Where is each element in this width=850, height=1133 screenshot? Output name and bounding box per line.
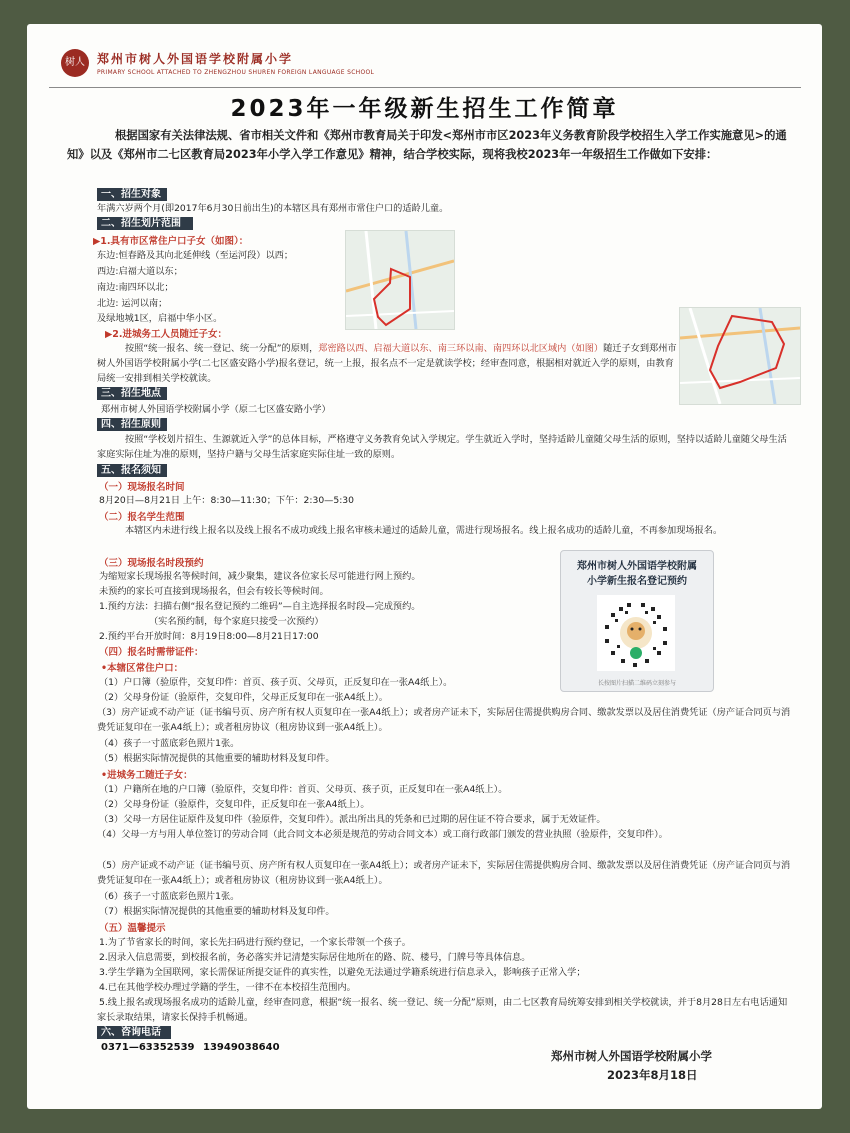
school-logo: 树人 bbox=[61, 49, 89, 77]
district-map-1 bbox=[345, 230, 455, 330]
section-2-boundary-2: 西边:启福大道以东； bbox=[97, 266, 183, 277]
tip-1: 1.为了节省家长的时间，家长先扫码进行预约登记，一个家长带领一个孩子。 bbox=[99, 937, 411, 948]
tip-2: 2.因录入信息需要，到校报名前，务必落实并记清楚实际居住地所在的路、院、楼号，门牌号等具体信息。 bbox=[99, 952, 531, 963]
booking-line-4: （实名预约制，每个家庭只接受一次预约） bbox=[149, 616, 324, 627]
section-5-sub-3: （三）现场报名时段预约 bbox=[99, 558, 204, 569]
docs-g1-item-4: （4）孩子一寸蓝底彩色照片1张。 bbox=[99, 738, 240, 749]
qr-instruction: 长按图片扫描二维码立刻参与 bbox=[597, 680, 676, 687]
section-heading-4: 四、招生原则 bbox=[97, 418, 167, 431]
docs-g1-item-3: （3）房产证或不动产证（证书编号页、房产所有权人页复印在一张A4纸上）；或者房产证未下，实际居住需提供购房合同、缴款发票以及居住消费凭证（房产证合同页与消费凭证复印在一张A4纸上）；或者租房协议（租房协议到一张A4纸上）。 bbox=[97, 707, 791, 733]
booking-line-3: 1.预约方法：扫描右侧“报名登记预约二维码”—自主选择报名时段—完成预约。 bbox=[99, 601, 421, 612]
tip-4: 4.已在其他学校办理过学籍的学生，一律不在本校招生范围内。 bbox=[99, 982, 356, 993]
qr-title-line-1: 郑州市树人外国语学校附属 bbox=[577, 561, 697, 572]
docs-g1-item-2: （2）父母身份证（验原件，交复印件，父母正反复印在一张A4纸上）。 bbox=[99, 692, 388, 703]
school-name-header: 郑州市树人外国语学校附属小学 bbox=[97, 52, 294, 66]
section-heading-6: 六、咨询电话 bbox=[97, 1026, 171, 1039]
docs-g2-item-4: （4）父母一方与用人单位签订的劳动合同（此合同文本必须是规范的劳动合同文本）或工商行政部门颁发的营业执照（验原件，交复印件）。 bbox=[97, 829, 668, 840]
docs-g2-item-3: （3）父母一方居住证原件及复印件（验原件，交复印件）。派出所出具的凭条和已过期的居住证不符合要求，属于无效证件。 bbox=[99, 814, 606, 825]
section-2-boundary-1: 东边:恒春路及其向北延伸线（至运河段）以西； bbox=[97, 250, 294, 261]
section-4-text: 按照“学校划片招生、生源就近入学”的总体目标，严格遵守义务教育免试入学规定。学生就近入学时，坚持适龄儿童随父母生活的原则，坚持以适龄儿童随父母生活家庭实际住址为准的原则，坚持户籍与父母生活家庭实际住址一致的原则。 bbox=[97, 434, 787, 460]
booking-line-2: 未预约的家长可直接到现场报名，但会有较长等候时间。 bbox=[99, 586, 329, 597]
section-2-para-region: 郑密路以西、启福大道以东、南三环以南、南四环以北区域内（如图） bbox=[318, 343, 604, 354]
docs-g2-item-5: （5）房产证或不动产证（证书编号页、房产所有权人页复印在一张A4纸上）；或者房产证未下，实际居住需提供购房合同、缴款发票以及居住消费凭证（房产证合同页与消费凭证复印在一张A4纸上）；或者租房协议（租房协议到一张A4纸上）。 bbox=[97, 860, 791, 886]
phone-mobile[interactable]: 13949038640 bbox=[203, 1042, 280, 1053]
section-heading-3: 三、招生地点 bbox=[97, 387, 167, 400]
booking-line-1: 为缩短家长现场报名等候时间，减少聚集，建议各位家长尽可能进行网上预约。 bbox=[99, 571, 421, 582]
notice-paper bbox=[27, 24, 822, 1109]
section-heading-2: 二、招生划片范围 bbox=[97, 217, 193, 230]
section-3-text: 郑州市树人外国语学校附属小学（原二七区盛安路小学） bbox=[101, 404, 331, 415]
section-2-sub-1: ▶1.具有市区常住户口子女（如图）： bbox=[93, 236, 249, 247]
section-2-boundary-3: 南边:南四环以北； bbox=[97, 282, 174, 293]
section-heading-5: 五、报名须知 bbox=[97, 464, 167, 477]
qr-code[interactable] bbox=[597, 595, 675, 671]
section-1-text: 年满六岁两个月(即2017年6月30日前出生)的本辖区具有郑州市常住户口的适龄儿童。 bbox=[97, 203, 449, 214]
docs-g2-item-7: （7）根据实际情况提供的其他重要的辅助材料及复印件。 bbox=[99, 906, 335, 917]
signature-school: 郑州市树人外国语学校附属小学 bbox=[551, 1049, 712, 1063]
docs-g2-item-1: （1）户籍所在地的户口簿（验原件，交复印件：首页、父母页、孩子页，正反复印在一张A4纸上）。 bbox=[99, 784, 508, 795]
section-5-sub-2: （二）报名学生范围 bbox=[99, 512, 185, 523]
docs-g2-item-6: （6）孩子一寸蓝底彩色照片1张。 bbox=[99, 891, 240, 902]
section-2-boundary-5: 及绿地城1区，启福中华小区。 bbox=[97, 313, 223, 324]
booking-line-5: 2.预约平台开放时间：8月19日8:00—8月21日17:00 bbox=[99, 631, 319, 642]
section-5-sub-5: （五）温馨提示 bbox=[99, 923, 166, 934]
section-2-paragraph bbox=[97, 341, 677, 386]
intro-paragraph: 根据国家有关法律法规、省市相关文件和《郑州市教育局关于印发<郑州市市区2023年义务教育阶段学校招生入学工作实施意见>的通知》以及《郑州市二七区教育局2023年小学入学工作意见》精神，结合学校实际，现将我校2023年一年级招生工作做如下安排： bbox=[67, 129, 787, 161]
docs-g1-item-5: （5）根据实际情况提供的其他重要的辅助材料及复印件。 bbox=[99, 753, 335, 764]
page-title: 2023年一年级新生招生工作简章 bbox=[230, 96, 619, 122]
section-2-boundary-4: 北边: 运河以南； bbox=[97, 298, 168, 309]
tip-3: 3.学生学籍为全国联网，家长需保证所提交证件的真实性，以避免无法通过学籍系统进行信息录入，影响孩子正常入学； bbox=[99, 967, 586, 978]
docs-g2-item-2: （2）父母身份证（验原件，交复印件，正反复印在一张A4纸上）。 bbox=[99, 799, 370, 810]
tip-5: 5.线上报名或现场报名成功的适龄儿童，经审查同意，根据“统一报名、统一登记、统一分配”原则，由二七区教育局统筹安排到相关学校就读，并于8月28日左右电话通知家长录取结果，请家长保持手机畅通。 bbox=[97, 997, 788, 1023]
docs-g1-item-1: （1）户口簿（验原件，交复印件：首页、孩子页、父母页，正反复印在一张A4纸上）。 bbox=[99, 677, 453, 688]
qr-title-line-2: 小学新生报名登记预约 bbox=[587, 576, 687, 587]
section-5-sub-4: （四）报名时需带证件： bbox=[99, 647, 204, 658]
district-map-2 bbox=[679, 307, 801, 405]
qr-title bbox=[561, 559, 713, 589]
section-2-sub-2: ▶2.进城务工人员随迁子女： bbox=[105, 329, 228, 340]
docs-group-2-title: •进城务工随迁子女： bbox=[101, 770, 193, 781]
registration-scope: 本辖区内未进行线上报名以及线上报名不成功或线上报名审核未通过的适龄儿童，需进行现场报名。线上报名成功的适龄儿童，不再参加现场报名。 bbox=[125, 525, 723, 536]
district-map-1-svg bbox=[346, 231, 454, 329]
section-2-para-a: 按照“统一报名、统一登记、统一分配”的原则， bbox=[125, 343, 319, 354]
section-5-sub-1: （一）现场报名时间 bbox=[99, 482, 185, 493]
district-map-2-svg bbox=[680, 308, 800, 404]
signature-date: 2023年8月18日 bbox=[607, 1068, 698, 1082]
section-heading-1: 一、招生对象 bbox=[97, 188, 167, 201]
qr-code-icon bbox=[597, 595, 675, 671]
school-name-english: PRIMARY SCHOOL ATTACHED TO ZHENGZHOU SHUREN FOREIGN LANGUAGE SCHOOL bbox=[97, 69, 375, 76]
phone-landline[interactable]: 0371—63352539 bbox=[101, 1042, 195, 1053]
header-divider bbox=[49, 87, 801, 88]
section-2-para-b: 随迁子女到郑州市树人外国语学校附属小学(二七区盛安路小学)报名登记，统一上报，报名点不一定是就读学校；经审查同意，根据相对就近入学的原则，由教育局统一安排到相关学校就读。 bbox=[97, 343, 677, 384]
docs-group-1-title: •本辖区常住户口： bbox=[101, 663, 184, 674]
registration-time: 8月20日—8月21日 上午：8:30—11:30；下午：2:30—5:30 bbox=[99, 495, 354, 506]
qr-booking-card[interactable] bbox=[560, 550, 714, 692]
